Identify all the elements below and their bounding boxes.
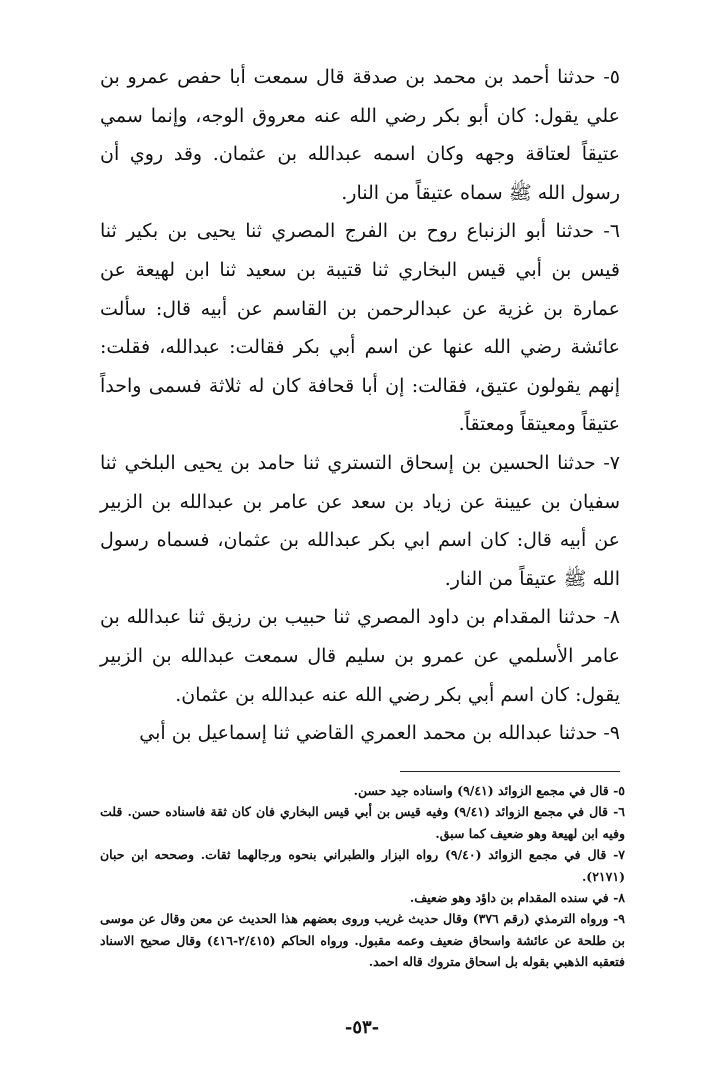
- footnote-8: ٨- في سنده المقدام بن داؤد وهو ضعيف.: [409, 890, 625, 906]
- page-body: [100, 58, 620, 753]
- footnote-6: ٦- قال في مجمع الزوائد (٩/٤١) وفيه قيس بن أبي قيس البخاري فان كان ثقة فاسناده حسن. قلت وفيه ابن لهيعة وهو ضعيف كما سبق.: [100, 804, 625, 841]
- footnote-5: ٥- قال في مجمع الزوائد (٩/٤١) واسناده جيد حسن.: [353, 783, 625, 798]
- hadith-paragraph-5: ٥- حدثنا أحمد بن محمد بن صدقة قال سمعت أبا حفص عمرو بن علي يقول: كان أبو بكر رضي الله عنه معروق الوجه، وإنما سمي عتيقاً لعتاقة وجهه وكان اسمه عبدالله بن عثمان. وقد روي أن رسول الله ﷺ سماه عتيقاً من النار.: [100, 66, 620, 204]
- main-text: [100, 58, 620, 753]
- hadith-paragraph-9: ٩- حدثنا عبدالله بن محمد العمري القاضي ثنا إسماعيل بن أبي: [139, 722, 620, 745]
- hadith-paragraph-8: ٨- حدثنا المقدام بن داود المصري ثنا حبيب بن رزيق ثنا عبدالله بن عامر الأسلمي عن عمرو بن سليم قال سمعت عبدالله بن الزبير يقول: كان اسم أبي بكر رضي الله عنه عبدالله بن عثمان.: [100, 606, 620, 706]
- hadith-paragraph-6: ٦- حدثنا أبو الزنباع روح بن الفرج المصري ثنا يحيى بن بكير ثنا قيس بن أبي قيس البخاري ثنا قتيبة بن سعيد ثنا ابن لهيعة عن عمارة بن غزية عن عبدالرحمن بن القاسم عن أبيه قال: سألت عائشة رضي الله عنها عن اسم أبي بكر فقالت: عبدالله، فقلت: إنهم يقولون عتيق، فقالت: إن أبا قحافة كان له ثلاثة فسمى واحداً عتيقاً ومعيتقاً ومعتقاً.: [100, 220, 620, 436]
- footnotes: [100, 780, 625, 973]
- hadith-paragraph-7: ٧- حدثنا الحسين بن إسحاق التستري ثنا حامد بن يحيى البلخي ثنا سفيان بن عيينة عن زياد بن سعد عن عامر بن عبدالله بن الزبير عن أبيه قال: كان اسم ابي بكر عبدالله بن عثمان، فسماه رسول الله ﷺ عتيقاً من النار.: [100, 451, 620, 590]
- footnote-7: ٧- قال في مجمع الزوائد (٩/٤٠) رواه البزار والطبراني بنحوه ورجالهما ثقات. وصححه ابن حبان (٢١٧١).: [100, 847, 625, 884]
- footnote-divider: [400, 771, 620, 772]
- page-number: -٥٣-: [344, 1017, 380, 1038]
- footnote-9: ٩- ورواه الترمذي (رقم ٣٧٦) وقال حديث غريب وروى بعضهم هذا الحديث عن معن وقال عن موسى بن طلحة عن عائشة واسحاق ضعيف وعمه مقبول. ورواه الحاكم (٢/٤١٥-٤١٦) وقال صحيح الاسناد فتعقبه الذهبي بقوله بل اسحاق متروك قاله احمد.: [100, 911, 625, 970]
